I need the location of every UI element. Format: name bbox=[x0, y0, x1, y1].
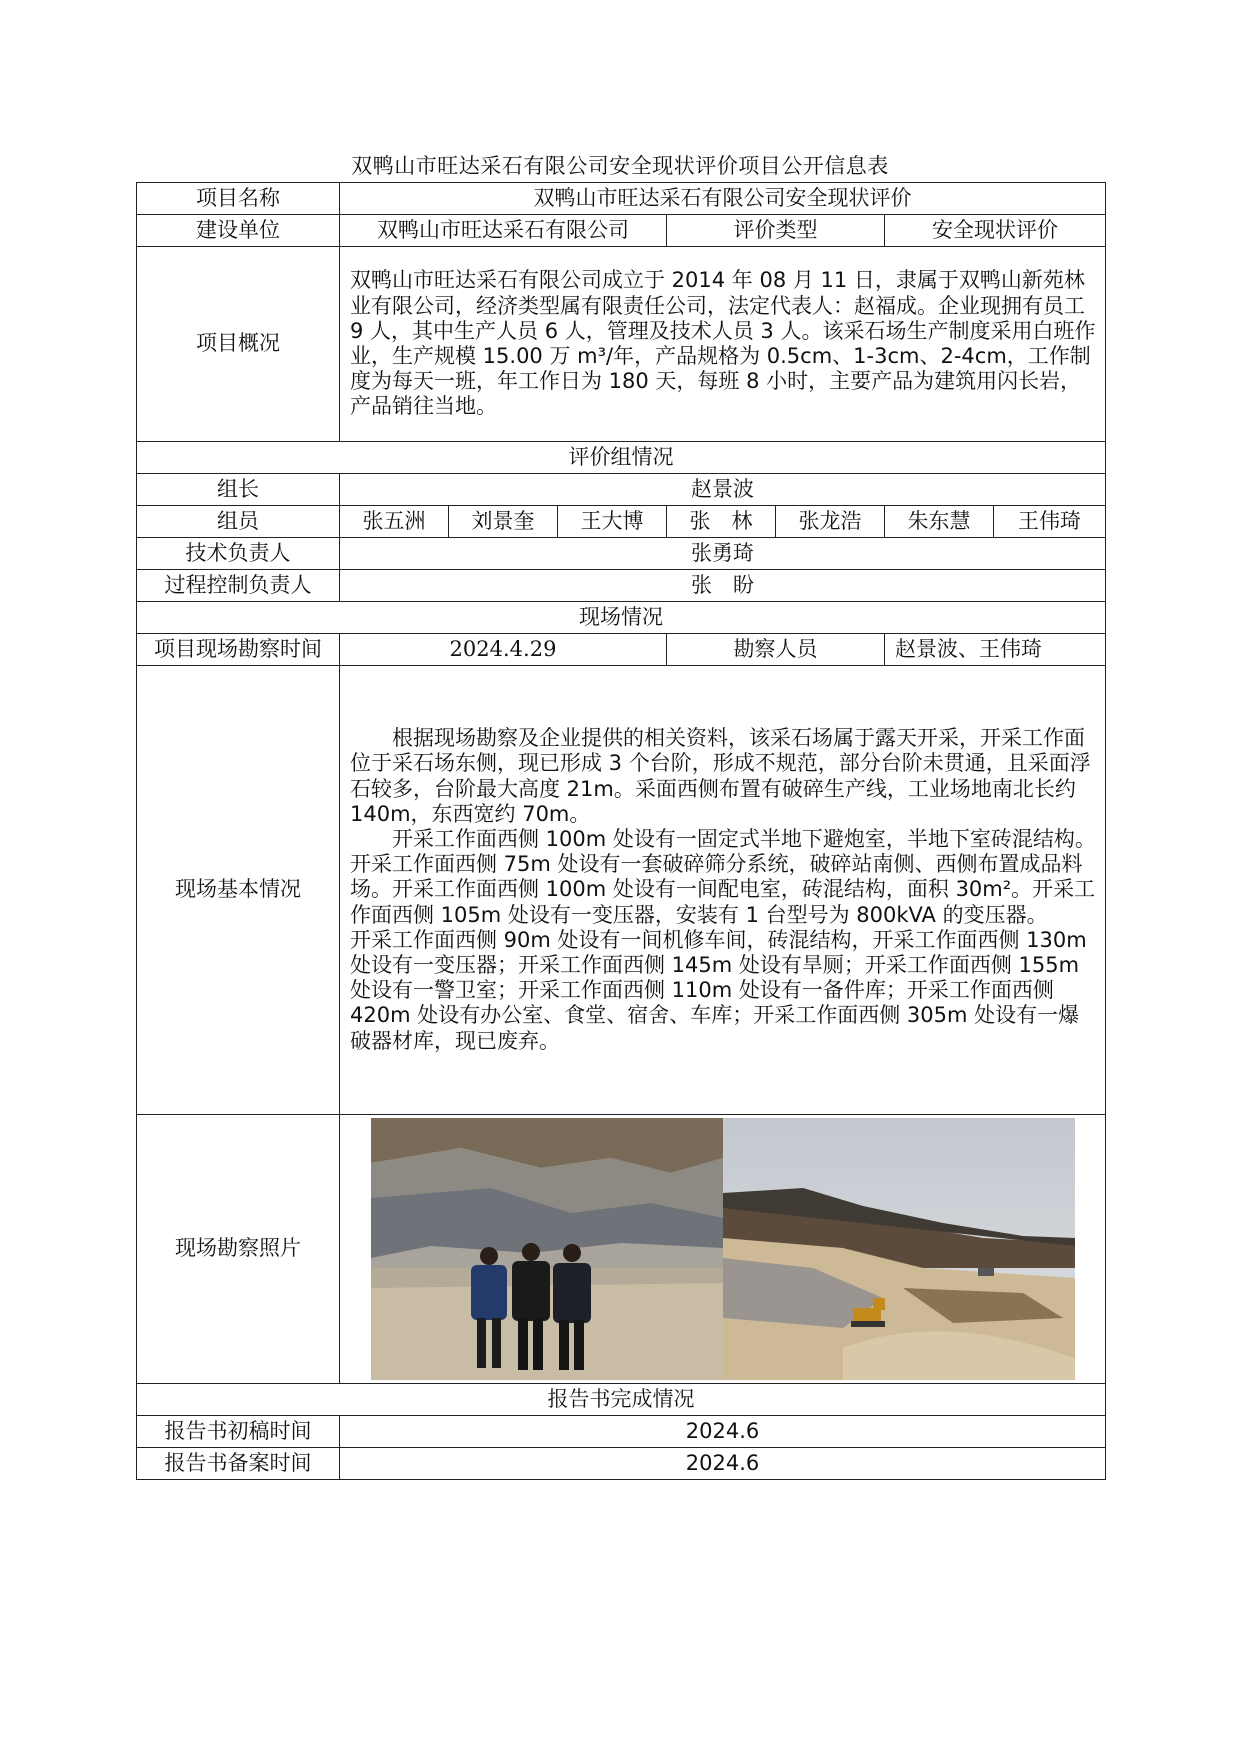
tech-lead-value: 张勇琦 bbox=[340, 538, 1106, 570]
document-title: 双鸭山市旺达采石有限公司安全现状评价项目公开信息表 bbox=[351, 154, 889, 178]
overview-text bbox=[340, 247, 1106, 442]
project-name-value: 双鸭山市旺达采石有限公司安全现状评价 bbox=[340, 183, 1106, 215]
team-leader-label: 组长 bbox=[137, 474, 340, 506]
team-leader-value: 赵景波 bbox=[340, 474, 1106, 506]
info-table bbox=[136, 182, 1106, 1480]
row-team-leader bbox=[137, 474, 1106, 506]
surveyors-label: 勘察人员 bbox=[667, 634, 885, 666]
survey-time-value: 2024.4.29 bbox=[340, 634, 667, 666]
row-project-name bbox=[137, 183, 1106, 215]
tech-lead-label: 技术负责人 bbox=[137, 538, 340, 570]
report-filing-value: 2024.6 bbox=[340, 1448, 1106, 1480]
construction-unit-value: 双鸭山市旺达采石有限公司 bbox=[340, 215, 667, 247]
report-draft-label: 报告书初稿时间 bbox=[137, 1416, 340, 1448]
team-section-header: 评价组情况 bbox=[137, 442, 1106, 474]
row-site-section bbox=[137, 602, 1106, 634]
team-member: 朱东慧 bbox=[885, 506, 994, 538]
overview-paragraph: 双鸭山市旺达采石有限公司成立于 2014 年 08 月 11 日，隶属于双鸭山新苑林业有限公司，经济类型属有限责任公司，法定代表人：赵福成。企业现拥有员工 9 人，其中生产人员 6 人，管理及技术人员 3 人。该采石场生产制度采用白班作业，生产规模 15.00 万 m³/年，产品规格为 0.5cm、1-3cm、2-4cm，工作制度为每天一班，年工作日为 180 天，每班 8 小时，主要产品为建筑用闪长岩，产品销往当地。 bbox=[350, 268, 1096, 419]
surveyors-value: 赵景波、王伟琦 bbox=[885, 634, 1106, 666]
team-member: 张五洲 bbox=[340, 506, 449, 538]
site-photos bbox=[340, 1116, 1105, 1382]
site-photo-group bbox=[371, 1118, 723, 1380]
row-site-photos bbox=[137, 1115, 1106, 1384]
process-lead-value: 张 盼 bbox=[340, 570, 1106, 602]
construction-unit-label: 建设单位 bbox=[137, 215, 340, 247]
site-basic-paragraph-2: 开采工作面西侧 100m 处设有一固定式半地下避炮室，半地下室砖混结构。开采工作面西侧 75m 处设有一套破碎筛分系统，破碎站南侧、西侧布置成品料场。开采工作面西侧 100m 处设有一间配电室，砖混结构，面积 30m²。开采工作面西侧 105m 处设有一变压器，安装有 1 台型号为 800kVA 的变压器。 bbox=[350, 827, 1096, 927]
row-construction-unit bbox=[137, 215, 1106, 247]
survey-time-label: 项目现场勘察时间 bbox=[137, 634, 340, 666]
row-survey-time bbox=[137, 634, 1106, 666]
team-member: 刘景奎 bbox=[449, 506, 558, 538]
team-member: 王大博 bbox=[558, 506, 667, 538]
team-member: 王伟琦 bbox=[994, 506, 1106, 538]
row-tech-lead bbox=[137, 538, 1106, 570]
process-lead-label: 过程控制负责人 bbox=[137, 570, 340, 602]
row-team-members bbox=[137, 506, 1106, 538]
site-photos-cell bbox=[340, 1115, 1106, 1384]
row-report-draft bbox=[137, 1416, 1106, 1448]
row-team-section bbox=[137, 442, 1106, 474]
site-basic-paragraph-3: 开采工作面西侧 90m 处设有一间机修车间，砖混结构，开采工作面西侧 130m 处设有一变压器；开采工作面西侧 145m 处设有旱厕；开采工作面西侧 155m 处设有一警卫室；开采工作面西侧 110m 处设有一备件库；开采工作面西侧 420m 处设有办公室、食堂、宿舍、车库；开采工作面西侧 305m 处设有一爆破器材库，现已废弃。 bbox=[350, 927, 1087, 1053]
report-section-header: 报告书完成情况 bbox=[137, 1384, 1106, 1416]
row-process-lead bbox=[137, 570, 1106, 602]
site-basic-label: 现场基本情况 bbox=[137, 666, 340, 1115]
evaluation-type-label: 评价类型 bbox=[667, 215, 885, 247]
report-draft-value: 2024.6 bbox=[340, 1416, 1106, 1448]
row-report-filing bbox=[137, 1448, 1106, 1480]
row-report-section bbox=[137, 1384, 1106, 1416]
site-photo-quarry bbox=[723, 1118, 1075, 1380]
team-members-label: 组员 bbox=[137, 506, 340, 538]
overview-label: 项目概况 bbox=[137, 247, 340, 442]
report-filing-label: 报告书备案时间 bbox=[137, 1448, 340, 1480]
site-photos-label: 现场勘察照片 bbox=[137, 1115, 340, 1384]
site-basic-text bbox=[340, 666, 1106, 1115]
project-name-label: 项目名称 bbox=[137, 183, 340, 215]
evaluation-type-value: 安全现状评价 bbox=[885, 215, 1106, 247]
site-section-header: 现场情况 bbox=[137, 602, 1106, 634]
site-basic-paragraph-1: 根据现场勘察及企业提供的相关资料，该采石场属于露天开采，开采工作面位于采石场东侧，现已形成 3 个台阶，形成不规范，部分台阶未贯通，且采面浮石较多，台阶最大高度 21m。采面西侧布置有破碎生产线，工业场地南北长约 140m，东西宽约 70m。 bbox=[350, 726, 1091, 826]
team-member: 张龙浩 bbox=[776, 506, 885, 538]
row-site-basic bbox=[137, 666, 1106, 1115]
row-overview bbox=[137, 247, 1106, 442]
team-member: 张 林 bbox=[667, 506, 776, 538]
